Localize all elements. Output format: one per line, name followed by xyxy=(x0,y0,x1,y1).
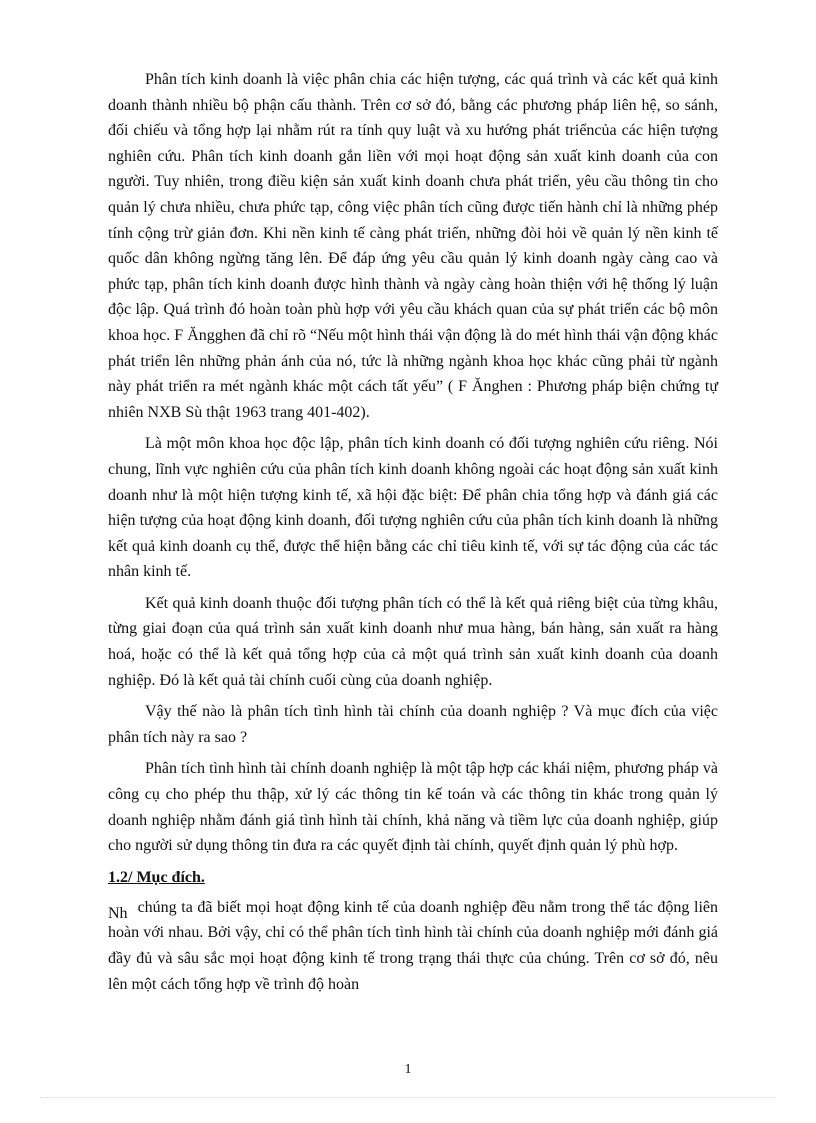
paragraph-purpose xyxy=(108,895,718,997)
paragraph-business-analysis: Phân tích kinh doanh là việc phân chia các hiện tượng, các quá trình và các kết quả kinh doanh thành nhiều bộ phận cấu thành. Trên cơ sở đó, bằng các phương pháp liên hệ, so sánh, đối chiếu và tổng hợp lại nhằm rút ra tính quy luật và xu hướng phát triểncủa các hiện tượng nghiên cứu. Phân tích kinh doanh gắn liền với mọi hoạt động sản xuất kinh doanh của con người. Tuy nhiên, trong điều kiện sản xuất kinh doanh chưa phát triển, yêu cầu thông tin cho quản lý chưa nhiều, chưa phức tạp, công việc phân tích cũng được tiến hành chỉ là những phép tính cộng trừ giản đơn. Khi nền kinh tế càng phát triển, những đòi hỏi về quản lý nền kinh tế quốc dân không ngừng tăng lên. Để đáp ứng yêu cầu quản lý kinh doanh ngày càng cao và phức tạp, phân tích kinh doanh được hình thành và ngày càng hoàn thiện với hệ thống lý luận độc lập. Quá trình đó hoàn toàn phù hợp với yêu cầu khách quan của sự phát triển các bộ môn khoa học. F Ăngghen đã chỉ rõ “Nếu một hình thái vận động là do mét hình thái vận động khác phát triển lên những phản ánh của nó, tức là những ngành khoa học khác cũng phải từ ngành này phát triển ra mét ngành khác một cách tất yếu” ( F Ănghen : Phương pháp biện chứng tự nhiên NXB Sù thật 1963 trang 401-402). xyxy=(108,71,718,421)
section-heading-purpose: 1.2/ Mục đích. xyxy=(108,868,205,886)
paragraph-purpose-lead: Nh xyxy=(108,904,128,922)
paragraph-purpose-text: chúng ta đã biết mọi hoạt động kinh tế của doanh nghiệp đều nằm trong thể tác động liên hoàn với nhau. Bởi vậy, chỉ có thể phân tích tình hình tài chính của doanh nghiệp mới đánh giá đầy đủ và sâu sắc mọi hoạt động kinh tế trong trạng thái thực của chúng. Trên cơ sở đó, nêu lên một cách tổng hợp về trình độ hoàn xyxy=(108,898,718,993)
paragraph-financial-analysis: Phân tích tình hình tài chính doanh nghiệp là một tập hợp các khái niệm, phương pháp và công cụ cho phép thu thập, xử lý các thông tin kế toán và các thông tin khác trong quản lý doanh nghiệp nhằm đánh giá tình hình tài chính, khả năng và tiềm lực của doanh nghiệp, giúp cho người sử dụng thông tin đưa ra các quyết định tài chính, quyết định quản lý phù hợp. xyxy=(108,760,718,855)
page-number: 1 xyxy=(404,1062,412,1077)
paragraph-question: Vậy thế nào là phân tích tình hình tài chính của doanh nghiệp ? Và mục đích của việc phân tích này ra sao ? xyxy=(108,703,718,746)
document-page xyxy=(108,67,718,997)
page-bottom-divider xyxy=(40,1097,776,1098)
paragraph-business-results: Kết quả kinh doanh thuộc đối tượng phân tích có thể là kết quả riêng biệt của từng khâu, từng giai đoạn của quá trình sản xuất kinh doanh như mua hàng, bán hàng, sản xuất ra hàng hoá, hoặc có thể là kết quả tổng hợp của cả một quá trình sản xuất kinh doanh của doanh nghiệp. Đó là kết quả tài chính cuối cùng của doanh nghiệp. xyxy=(108,594,718,689)
paragraph-research-object: Là một môn khoa học độc lập, phân tích kinh doanh có đối tượng nghiên cứu riêng. Nói chung, lĩnh vực nghiên cứu của phân tích kinh doanh không ngoài các hoạt động sản xuất kinh doanh như là một hiện tượng kinh tế, xã hội đặc biệt: Để phân chia tổng hợp và đánh giá các hiện tượng của hoạt động kinh doanh, đối tượng nghiên cứu của phân tích kinh doanh là những kết quả kinh doanh cụ thể, được thể hiện bằng các chỉ tiêu kinh tế, với sự tác động của các tác nhân kinh tế. xyxy=(108,435,718,581)
